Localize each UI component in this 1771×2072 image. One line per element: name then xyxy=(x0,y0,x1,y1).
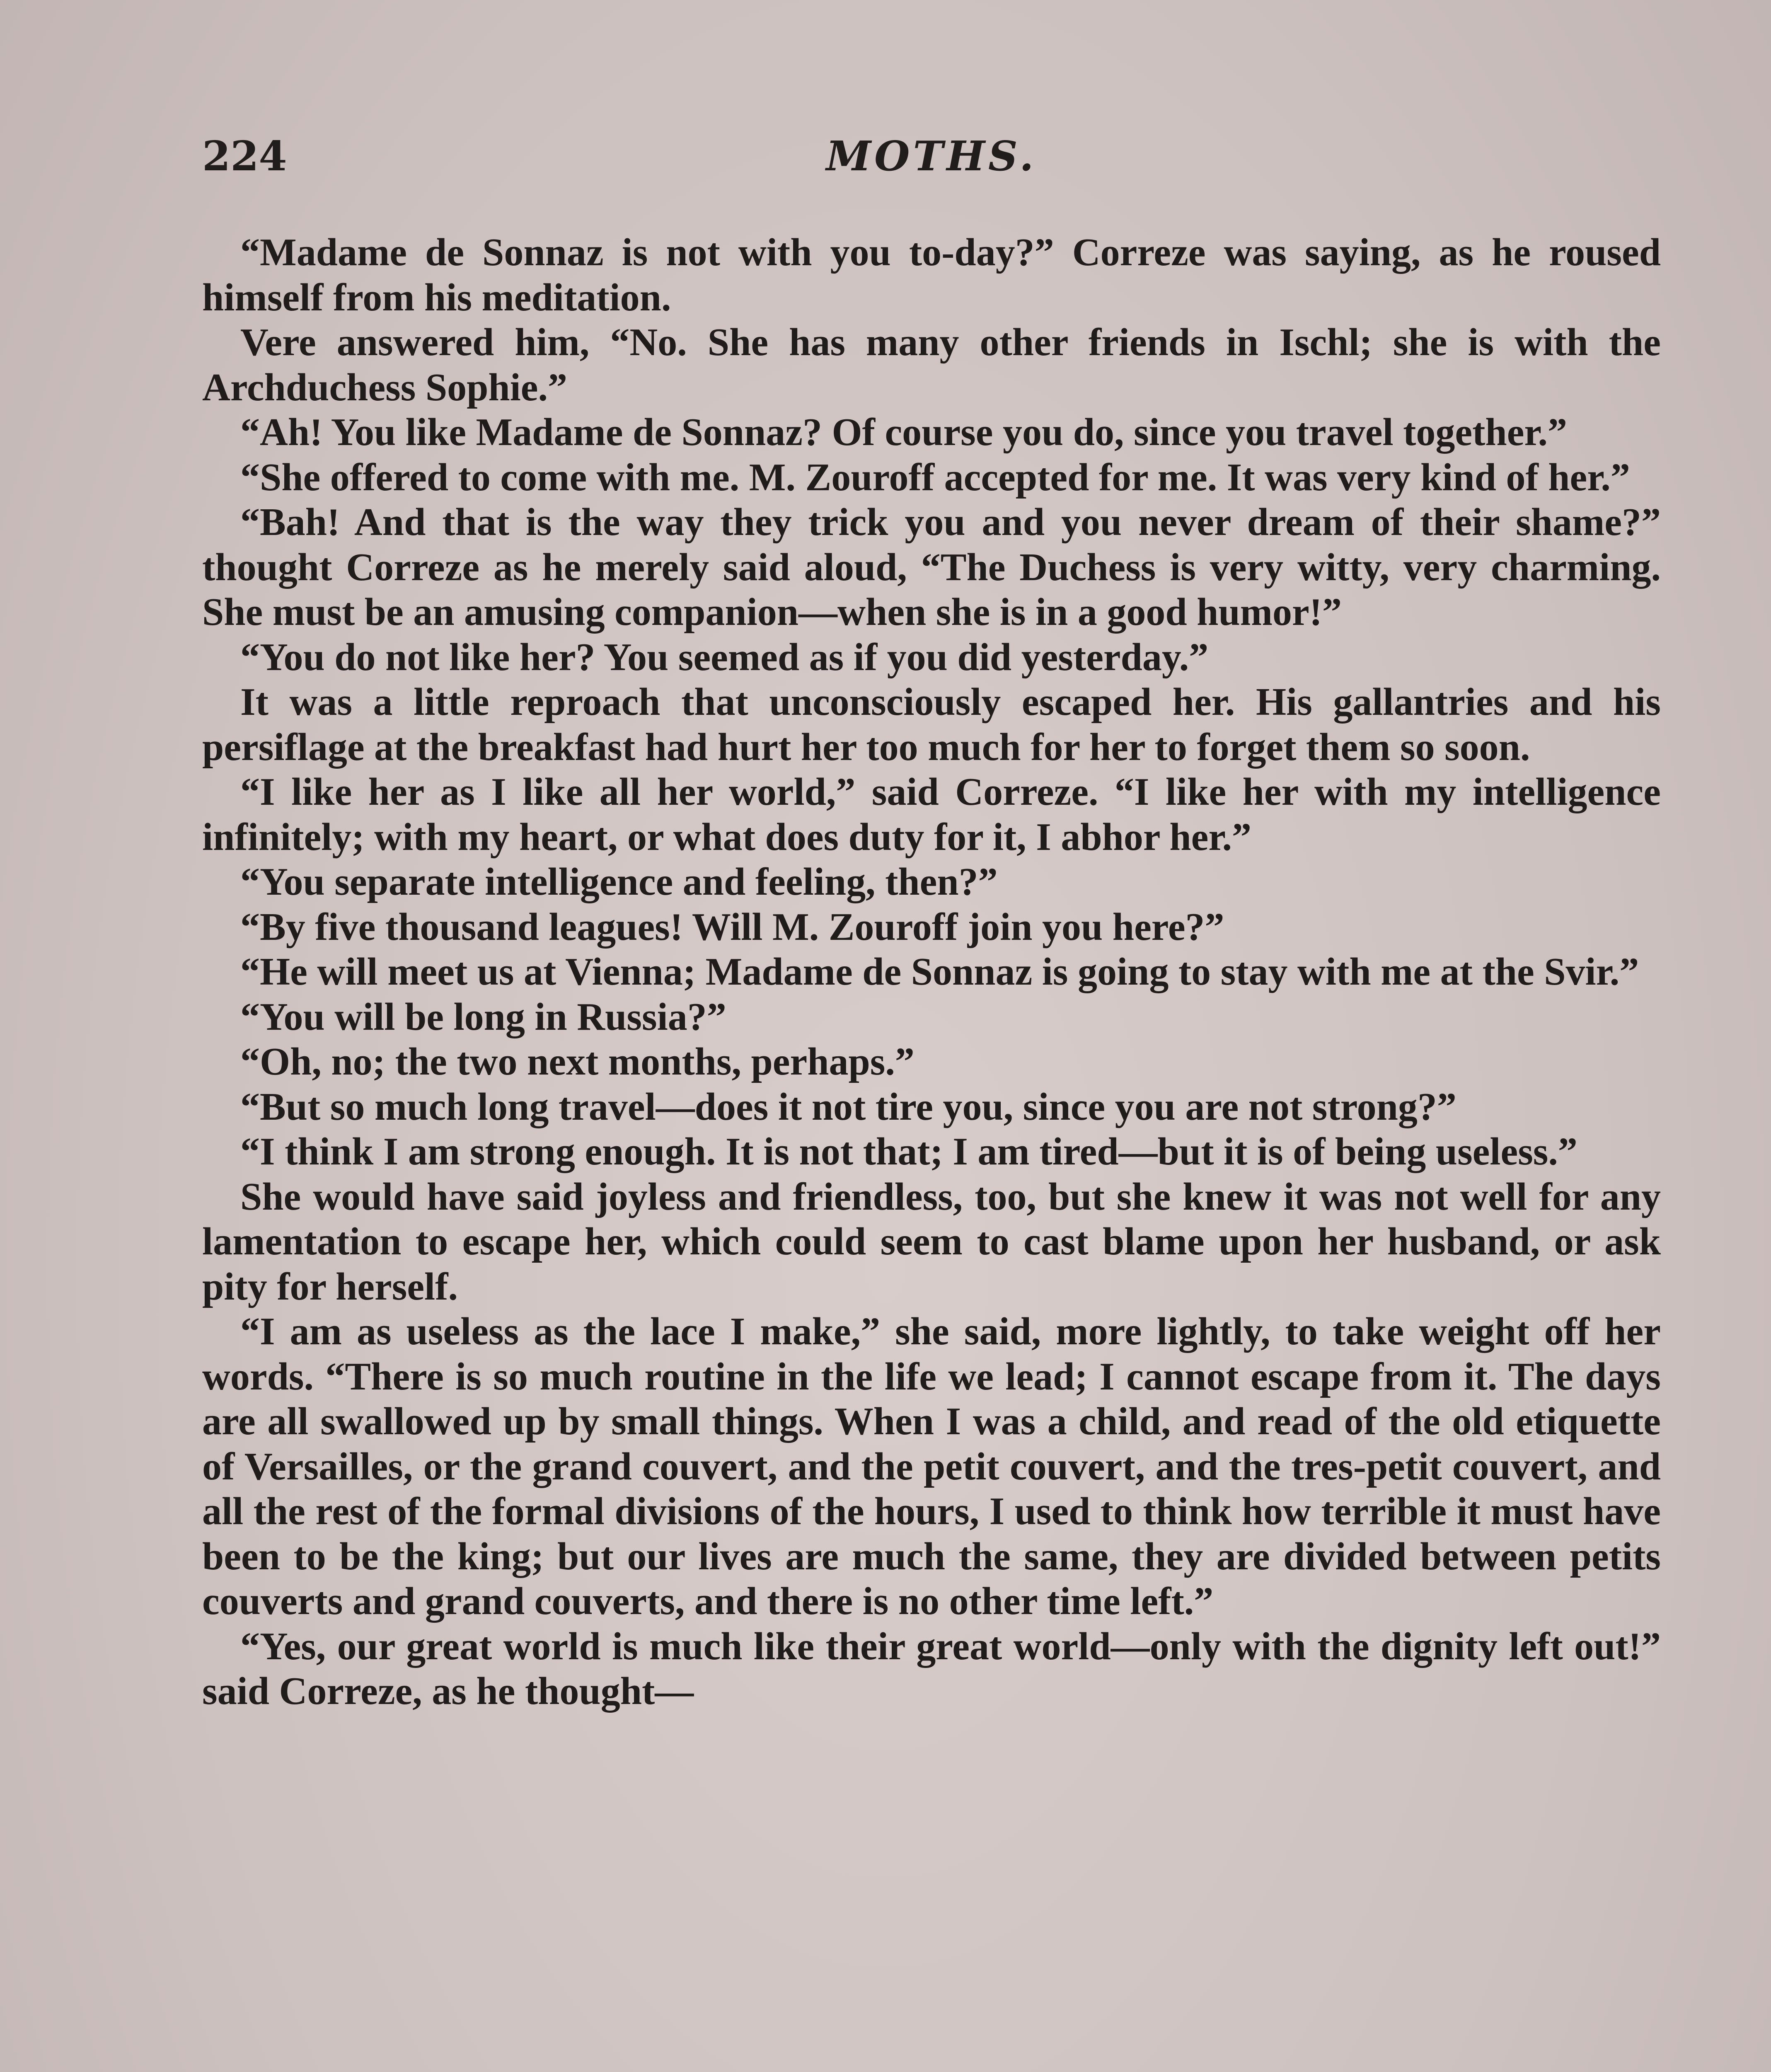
paragraph: Vere answered him, “No. She has many other friends in Ischl; she is with the Archduchess Sophie.” xyxy=(202,321,1661,409)
paragraph: “Yes, our great world is much like their great world—only with the dignity left out!” said Correze, as he thought— xyxy=(202,1624,1661,1713)
paragraph: “You separate intelligence and feeling, then?” xyxy=(240,860,998,903)
paragraph: “You will be long in Russia?” xyxy=(240,995,726,1038)
paragraph: “I like her as I like all her world,” said Correze. “I like her with my intelligence infinitely; with my heart, or what does duty for it, I abhor her.” xyxy=(202,770,1661,859)
paragraph: “Ah! You like Madame de Sonnaz? Of course you do, since you travel together.” xyxy=(240,411,1568,454)
paragraph: “But so much long travel—does it not tire you, since you are not strong?” xyxy=(240,1085,1456,1128)
paragraph: “She offered to come with me. M. Zouroff accepted for me. It was very kind of her.” xyxy=(240,455,1630,499)
paragraph: “Bah! And that is the way they trick you and you never dream of their shame?” thought Correze as he merely said aloud, “The Duchess is very witty, very charming. She must be an amusing companion—when she is in a good humor!” xyxy=(202,501,1661,634)
page-header xyxy=(202,133,1661,195)
paragraph: “I think I am strong enough. It is not that; I am tired—but it is of being useless.” xyxy=(240,1130,1577,1173)
paragraph: She would have said joyless and friendless, too, but she knew it was not well for any lamentation to escape her, which could seem to cast blame upon her husband, or ask pity for herself. xyxy=(202,1175,1661,1308)
paragraph: “Madame de Sonnaz is not with you to-day?” Correze was saying, as he roused himself from his meditation. xyxy=(202,231,1661,319)
paragraph: It was a little reproach that unconsciously escaped her. His gallantries and his persiflage at the breakfast had hurt her too much for her to forget them so soon. xyxy=(202,680,1661,769)
body-text xyxy=(202,230,1661,1714)
paragraph: “He will meet us at Vienna; Madame de Sonnaz is going to stay with me at the Svir.” xyxy=(240,950,1639,993)
paragraph: “By five thousand leagues! Will M. Zouroff join you here?” xyxy=(240,905,1224,949)
paragraph: “You do not like her? You seemed as if you did yesterday.” xyxy=(240,635,1209,679)
running-title: MOTHS. xyxy=(826,133,1037,180)
paragraph: “Oh, no; the two next months, perhaps.” xyxy=(240,1040,915,1083)
page-number: 224 xyxy=(202,133,287,180)
paragraph: “I am as useless as the lace I make,” she said, more lightly, to take weight off her words. “There is so much routine in the life we lead; I cannot escape from it. The days are all swallowed up by small things. When I was a child, and read of the old etiquette of Versailles, or the grand couvert, and the petit couvert, and the tres-petit couvert, and all the rest of the formal divisions of the hours, I used to think how terrible it must have been to be the king; but our lives are much the same, they are divided between petits couverts and grand couverts, and there is no other time left.” xyxy=(202,1310,1661,1623)
